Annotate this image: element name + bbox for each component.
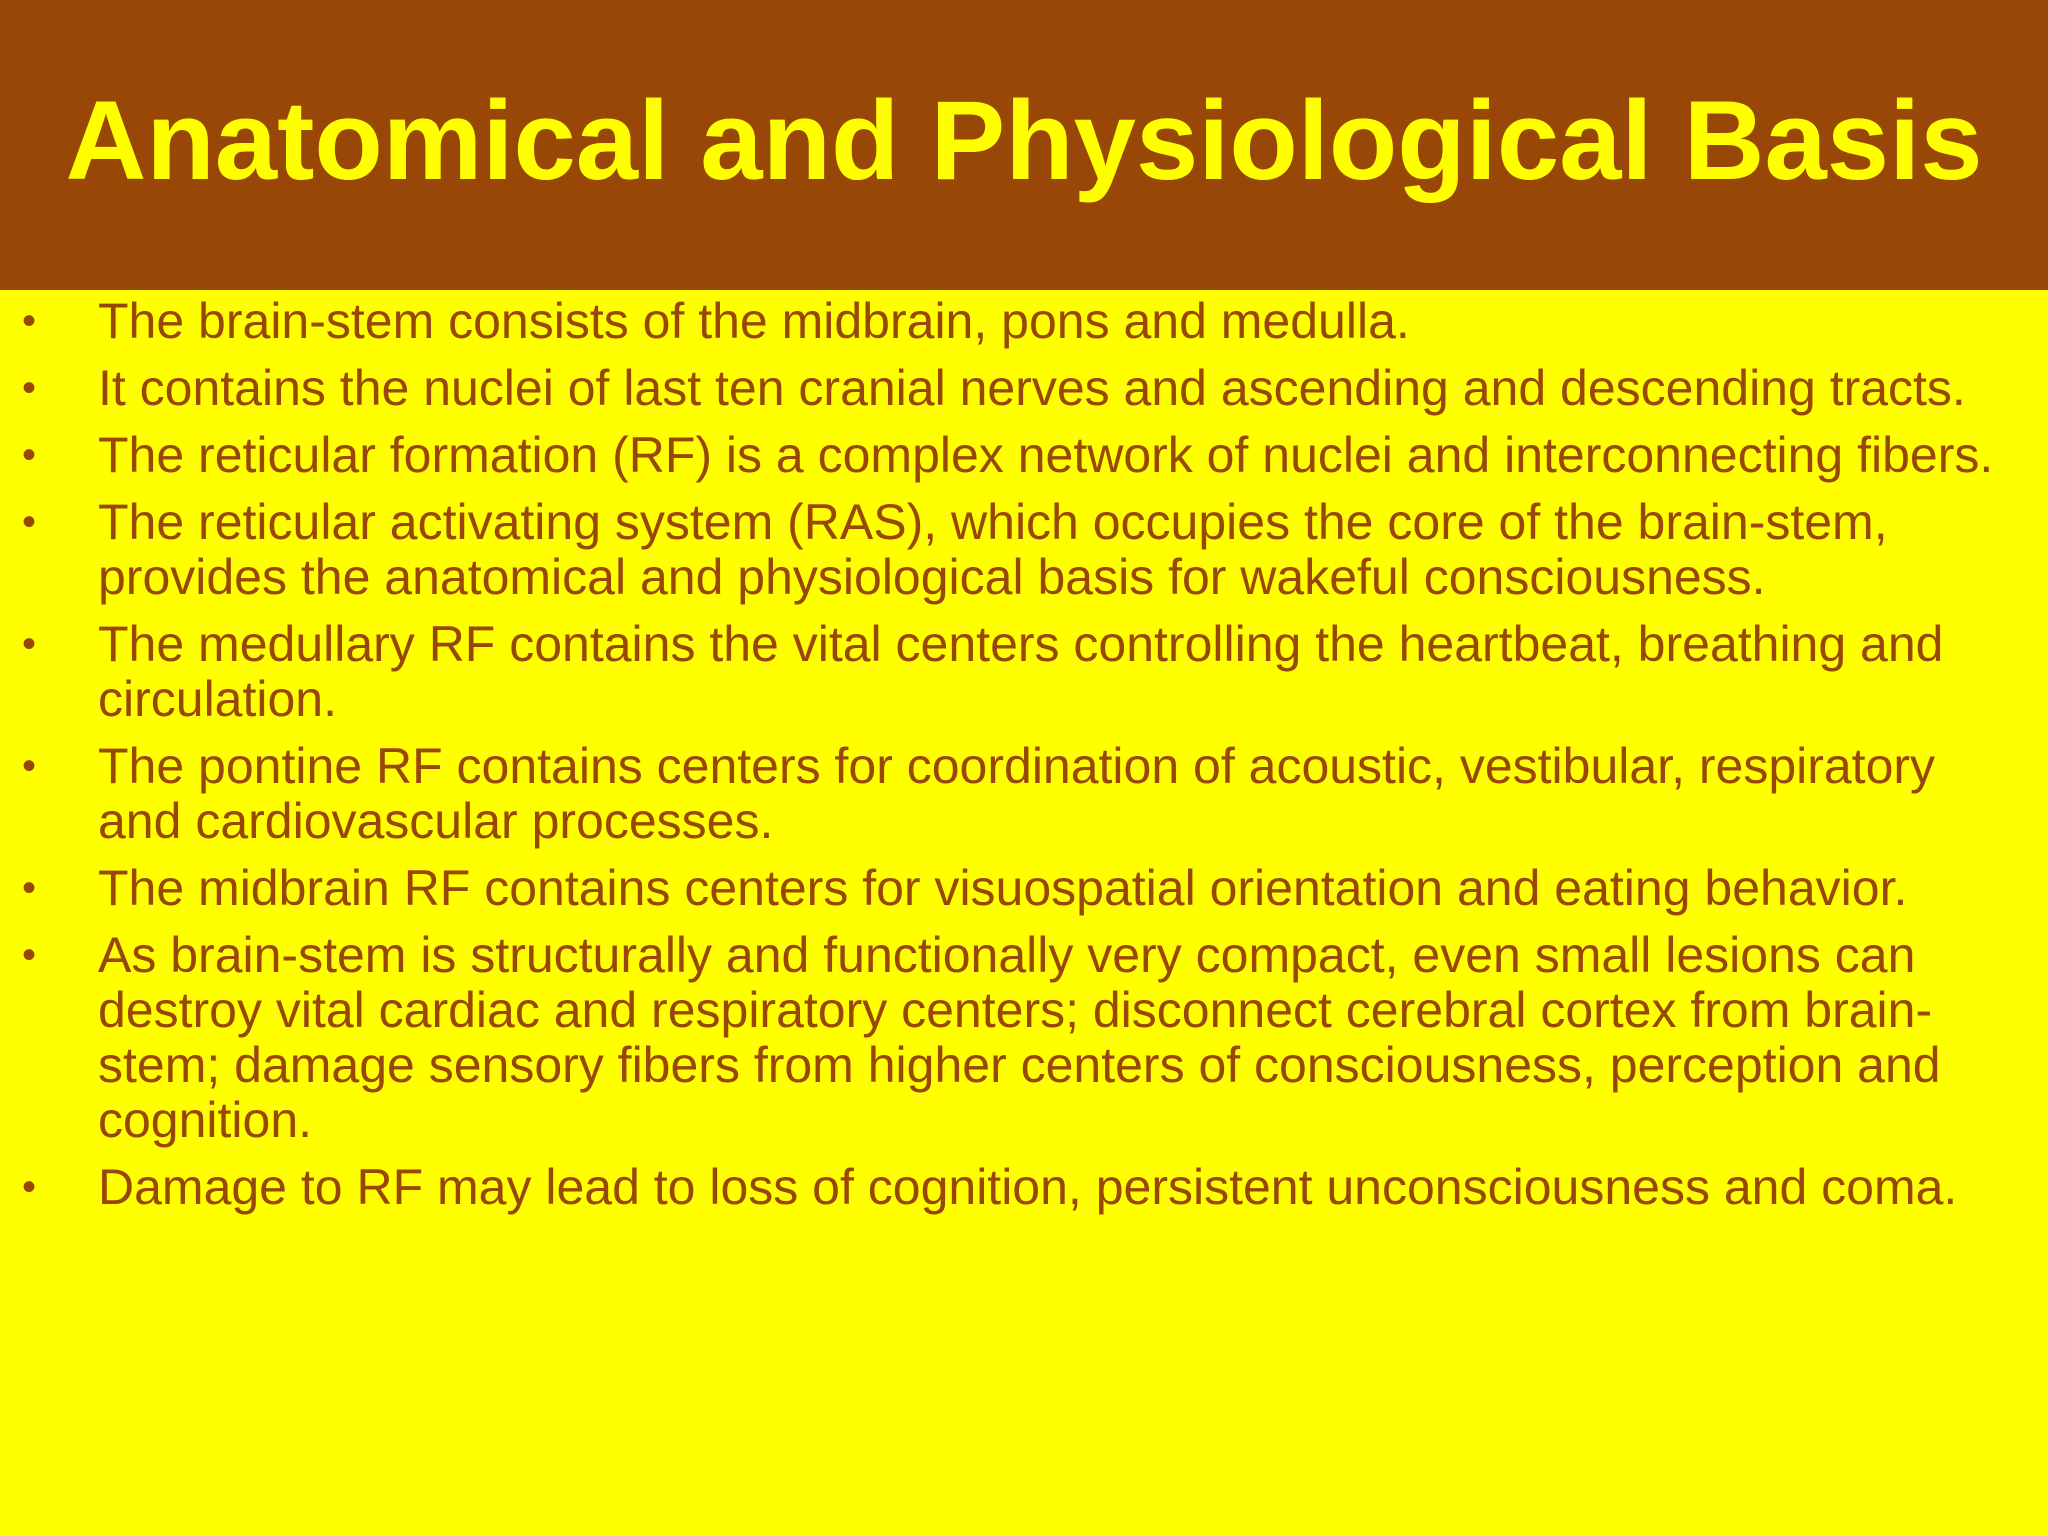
slide-title: Anatomical and Physiological Basis: [65, 78, 1983, 203]
bullet-text: The midbrain RF contains centers for visuospatial orientation and eating behavior.: [98, 860, 1908, 916]
bullet-text: The reticular activating system (RAS), which occupies the core of the brain-stem, provides the anatomical and physiological basis for wakeful consciousness.: [98, 494, 1888, 605]
bullet-item: [0, 428, 2048, 483]
bullet-icon: •: [22, 1165, 37, 1209]
bullet-icon: •: [22, 933, 37, 977]
bullet-item: [0, 617, 2048, 727]
bullet-icon: •: [22, 622, 37, 666]
bullet-item: [0, 861, 2048, 916]
bullet-icon: •: [22, 433, 37, 477]
bullet-text: The brain-stem consists of the midbrain, pons and medulla.: [98, 293, 1410, 349]
title-bar: [0, 0, 2048, 290]
bullet-text: It contains the nuclei of last ten cranial nerves and ascending and descending tracts.: [98, 360, 1966, 416]
bullet-item: [0, 294, 2048, 349]
bullet-text: The pontine RF contains centers for coordination of acoustic, vestibular, respiratory and cardiovascular processes.: [98, 738, 1936, 849]
bullet-item: [0, 1160, 2048, 1215]
bullet-item: [0, 495, 2048, 605]
bullet-list: [0, 294, 2048, 1227]
bullet-icon: •: [22, 299, 37, 343]
bullet-icon: •: [22, 500, 37, 544]
bullet-text: The medullary RF contains the vital centers controlling the heartbeat, breathing and circulation.: [98, 616, 1944, 727]
bullet-icon: •: [22, 744, 37, 788]
bullet-item: [0, 739, 2048, 849]
bullet-text: The reticular formation (RF) is a complex network of nuclei and interconnecting fibers.: [98, 427, 1994, 483]
bullet-item: [0, 361, 2048, 416]
bullet-text: As brain-stem is structurally and functionally very compact, even small lesions can destroy vital cardiac and respiratory centers; disconnect cerebral cortex from brain-stem; damage sensory fibers from higher centers of consciousness, perception and cognition.: [98, 927, 1941, 1148]
bullet-text: Damage to RF may lead to loss of cognition, persistent unconsciousness and coma.: [98, 1159, 1958, 1215]
bullet-item: [0, 928, 2048, 1148]
bullet-icon: •: [22, 366, 37, 410]
bullet-icon: •: [22, 866, 37, 910]
